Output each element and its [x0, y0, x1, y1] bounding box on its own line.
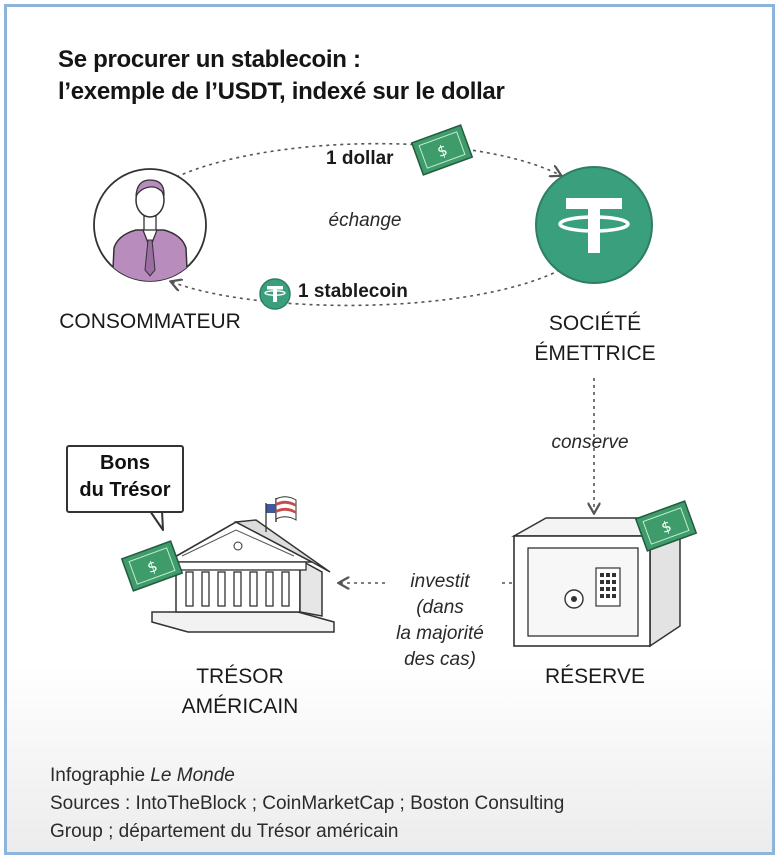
- stablecoin-coin-icon: [260, 279, 290, 309]
- issuer-label: [500, 309, 690, 369]
- banknote-icon: [122, 541, 182, 591]
- sources-line-2: Group ; département du Trésor américain: [50, 821, 399, 842]
- conserve-label: conserve: [551, 432, 629, 453]
- speech-bubble-tail: [150, 511, 163, 530]
- svg-text:$: $: [658, 516, 674, 538]
- investit-label: investit: [410, 571, 470, 592]
- dollar-flow-label: 1 dollar: [326, 148, 394, 169]
- credit-source: Le Monde: [150, 765, 235, 786]
- stablecoin-flow-label: 1 stablecoin: [298, 281, 408, 302]
- treasury-bonds-bubble-text: [66, 450, 184, 504]
- credit-prefix: Infographie: [50, 765, 151, 786]
- title-line-2: l’exemple de l’USDT, indexé sur le dollar: [58, 78, 505, 105]
- sources-line-1: Sources : IntoTheBlock ; CoinMarketCap ; Boston Consulting: [50, 793, 565, 814]
- svg-text:$: $: [434, 140, 450, 162]
- treasury-label-line-1: TRÉSOR: [196, 665, 284, 688]
- exchange-label: échange: [328, 210, 402, 231]
- issuer-label-line-2: ÉMETTRICE: [534, 342, 656, 365]
- footer-credits: [50, 762, 750, 846]
- investit-block: [380, 569, 500, 673]
- investit-detail-line-1: (dans: [416, 597, 464, 618]
- tether-logo-icon: [536, 167, 652, 283]
- investit-detail-line-2: la majorité: [396, 623, 484, 644]
- svg-text:$: $: [144, 556, 160, 578]
- consumer-avatar-icon: [94, 169, 206, 290]
- us-flag-icon: [266, 497, 296, 532]
- consumer-label: CONSOMMATEUR: [59, 310, 241, 333]
- bubble-line-2: du Trésor: [79, 479, 171, 501]
- issuer-label-line-1: SOCIÉTÉ: [548, 312, 642, 335]
- treasury-label: [145, 662, 335, 722]
- banknote-icon: [412, 125, 472, 175]
- credit-line: [50, 762, 750, 790]
- title-line-1: Se procurer un stablecoin :: [58, 46, 361, 73]
- treasury-label-line-2: AMÉRICAIN: [181, 695, 299, 718]
- reserve-label: RÉSERVE: [545, 665, 645, 688]
- investit-detail-line-3: des cas): [404, 649, 476, 670]
- banknote-icon: [636, 501, 696, 551]
- bubble-line-1: Bons: [100, 452, 150, 474]
